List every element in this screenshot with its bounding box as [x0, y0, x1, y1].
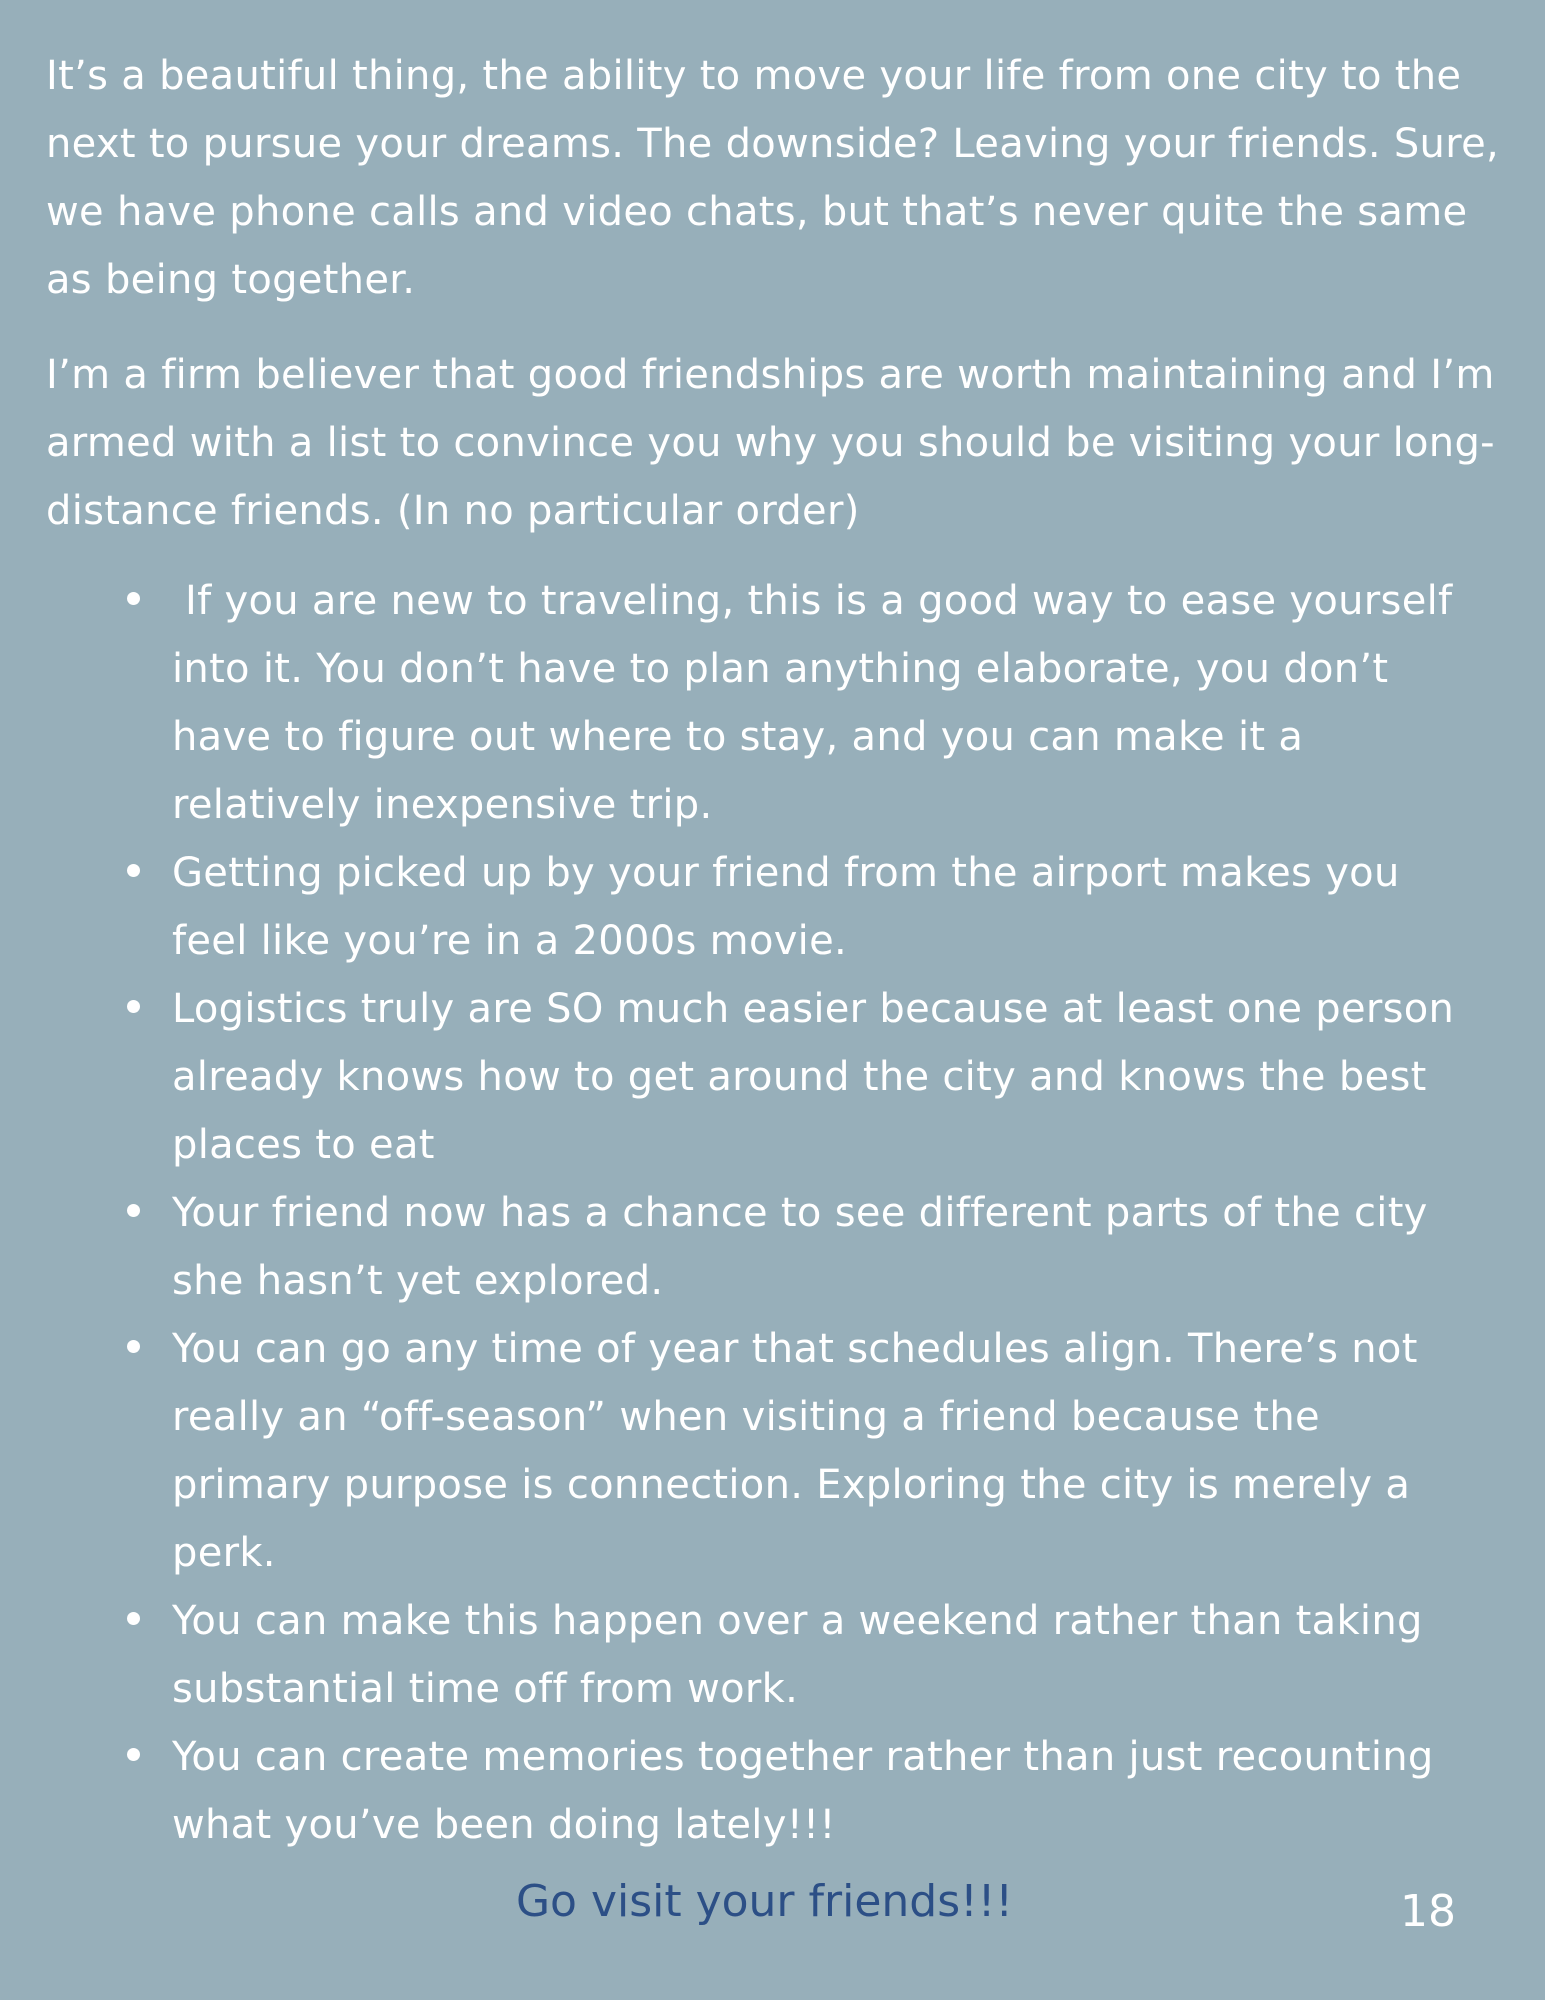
reasons-list	[172, 567, 1472, 1859]
list-item-text: If you are new to traveling, this is a good way to ease yourself into it. You don’t have to plan anything elaborate, you don’t have to figure out where to stay, and you can make it a relatively inexpensive trip.	[172, 578, 1466, 828]
list-item	[172, 975, 1472, 1179]
list-item-text: Logistics truly are SO much easier because at least one person already knows how to get around the city and knows the best places to eat	[172, 986, 1455, 1168]
list-item	[172, 839, 1472, 975]
list-item-text: You can go any time of year that schedules align. There’s not really an “off-season” when visiting a friend because the primary purpose is connection. Exploring the city is merely a perk.	[172, 1326, 1418, 1576]
closing-text: Go visit your friends!!!	[515, 1876, 1014, 1927]
list-item-text: You can make this happen over a weekend rather than taking substantial time off from work.	[172, 1598, 1423, 1712]
list-item	[172, 1723, 1472, 1859]
bullet-icon	[127, 1000, 140, 1013]
list-item-text: Getting picked up by your friend from the airport makes you feel like you’re in a 2000s movie.	[172, 850, 1400, 964]
list-item-text: Your friend now has a chance to see different parts of the city she hasn’t yet explored.	[172, 1190, 1428, 1304]
bullet-icon	[127, 1340, 140, 1353]
list-item-text: You can create memories together rather than just recounting what you’ve been doing lately!!!	[172, 1734, 1434, 1848]
intro-paragraph-1: It’s a beautiful thing, the ability to move your life from one city to the next to pursue your dreams. The downside? Leaving your friends. Sure, we have phone calls and video chats, but that’s never quite the same as being together.	[46, 53, 1500, 303]
intro-paragraph-2: I’m a firm believer that good friendships are worth maintaining and I’m armed with a list to convince you why you should be visiting your long-distance friends. (In no particular order)	[46, 352, 1495, 534]
bullet-icon	[127, 1748, 140, 1761]
list-item	[172, 567, 1472, 839]
bullet-icon	[127, 1612, 140, 1625]
page-number: 18	[1400, 1886, 1456, 1937]
list-item	[172, 1179, 1472, 1315]
bullet-icon	[127, 592, 140, 605]
bullet-icon	[127, 864, 140, 877]
bullet-icon	[127, 1204, 140, 1217]
list-item	[172, 1587, 1472, 1723]
closing-line	[0, 1872, 1545, 1932]
list-item	[172, 1315, 1472, 1587]
